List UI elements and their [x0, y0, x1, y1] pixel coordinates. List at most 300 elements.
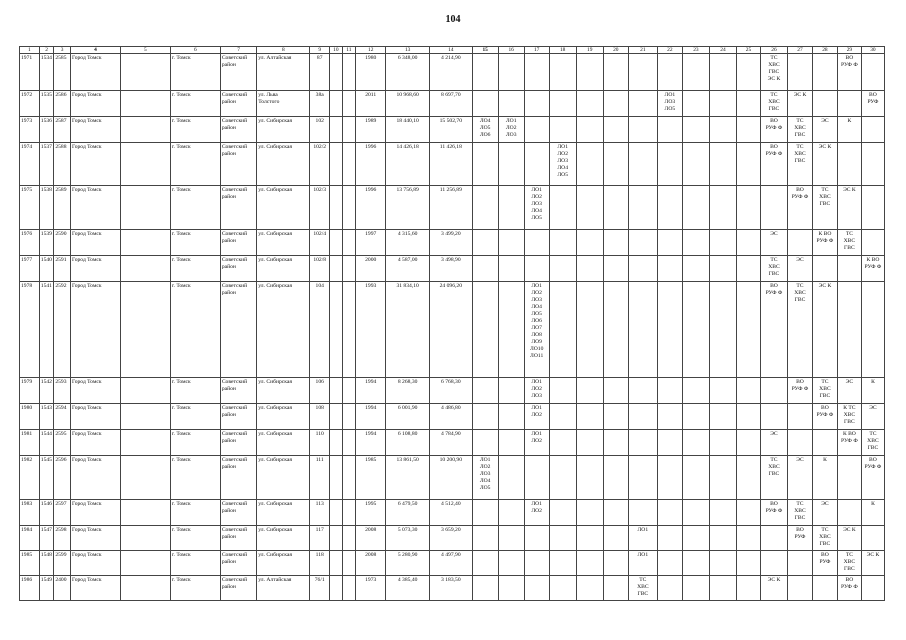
table-cell — [576, 186, 603, 230]
table-cell — [682, 404, 709, 430]
table-cell — [20, 256, 40, 282]
cell-text: ул. Сибирская — [258, 552, 292, 558]
table-cell — [709, 378, 736, 404]
table-cell — [429, 500, 472, 526]
cell-text: Советский район — [221, 501, 248, 514]
cell-text: 2592 — [55, 283, 67, 289]
table-cell — [342, 551, 356, 576]
table-cell — [257, 54, 310, 91]
table-cell — [472, 378, 498, 404]
table-cell — [20, 91, 40, 117]
table-cell — [603, 282, 628, 378]
table-cell — [39, 282, 54, 378]
table-cell — [709, 576, 736, 601]
cell-text: ЭС К — [818, 144, 832, 150]
cell-text: ЭС — [770, 231, 778, 237]
table-cell — [170, 117, 220, 143]
cell-text: Город Томск — [71, 257, 102, 263]
cell-text: 1973 — [365, 577, 377, 583]
table-cell — [170, 526, 220, 551]
table-cell — [760, 117, 787, 143]
table-cell — [736, 186, 760, 230]
table-cell — [70, 456, 120, 500]
table-cell — [837, 456, 861, 500]
table-cell — [549, 282, 576, 378]
table-cell — [170, 256, 220, 282]
table-cell — [549, 54, 576, 91]
table-cell — [498, 186, 524, 230]
table-cell — [120, 526, 170, 551]
table-cell — [386, 91, 430, 117]
table-cell — [257, 143, 310, 186]
cell-text: ЭС — [770, 431, 778, 437]
cell-text: ТС ХВС ГВС — [843, 552, 856, 572]
cell-text: ТС ХВС ГВС — [794, 283, 806, 303]
table-row — [20, 500, 885, 526]
cell-text: Город Томск — [71, 379, 102, 385]
table-cell — [54, 117, 71, 143]
cell-text: ул. Сибирская — [258, 431, 292, 437]
cell-text: ТС ХВС ГВС — [819, 527, 831, 547]
cell-text: 2400 — [55, 577, 67, 583]
table-cell — [220, 500, 256, 526]
table-cell — [310, 54, 330, 91]
cell-text: ЭС К — [818, 283, 832, 289]
table-row — [20, 186, 885, 230]
column-header: 28 — [812, 47, 837, 54]
cell-text: 2008 — [365, 552, 377, 558]
table-cell — [861, 430, 884, 456]
cell-text: 10 968,60 — [396, 92, 419, 98]
column-header: 3 — [54, 47, 71, 54]
cell-text: 2585 — [55, 55, 67, 61]
table-cell — [861, 91, 884, 117]
table-cell — [524, 143, 549, 186]
cell-text: 1975 — [21, 187, 33, 193]
table-cell — [787, 230, 812, 256]
table-cell — [812, 91, 837, 117]
table-cell — [39, 143, 54, 186]
cell-text: ЛО1 — [637, 552, 649, 558]
cell-text: 1994 — [365, 379, 377, 385]
table-cell — [709, 430, 736, 456]
column-header: 19 — [576, 47, 603, 54]
table-cell — [524, 378, 549, 404]
cell-text: ЛО1 ЛО2 — [531, 431, 542, 444]
table-cell — [787, 117, 812, 143]
table-cell — [812, 256, 837, 282]
column-header: 29 — [837, 47, 861, 54]
cell-text: ТС ХВС ГВС — [794, 118, 806, 138]
cell-text: 1989 — [365, 118, 377, 124]
table-cell — [760, 430, 787, 456]
table-cell — [549, 186, 576, 230]
table-cell — [356, 576, 386, 601]
table-row — [20, 430, 885, 456]
cell-text: 2597 — [55, 501, 67, 507]
table-cell — [342, 456, 356, 500]
table-cell — [70, 117, 120, 143]
cell-text: 1541 — [40, 283, 52, 289]
cell-text: 1542 — [40, 379, 52, 385]
cell-text: 106 — [315, 379, 324, 385]
table-cell — [472, 526, 498, 551]
table-cell — [498, 551, 524, 576]
table-cell — [576, 143, 603, 186]
table-cell — [330, 282, 342, 378]
cell-text: 2595 — [55, 431, 67, 437]
table-cell — [576, 256, 603, 282]
table-cell — [760, 526, 787, 551]
table-row — [20, 576, 885, 601]
table-cell — [760, 551, 787, 576]
cell-text: ТС ХВС ГВС ЭС К — [767, 55, 781, 82]
table-cell — [310, 186, 330, 230]
table-cell — [682, 91, 709, 117]
cell-text: ЭС — [821, 118, 829, 124]
cell-text: ул. Сибирская — [258, 231, 292, 237]
cell-text: ул. Алтайская — [258, 577, 292, 583]
table-cell — [736, 500, 760, 526]
column-header: 27 — [787, 47, 812, 54]
table-cell — [342, 54, 356, 91]
table-cell — [736, 256, 760, 282]
cell-text: Город Томск — [71, 187, 102, 193]
header-row — [20, 47, 885, 54]
table-cell — [549, 91, 576, 117]
table-cell — [386, 551, 430, 576]
table-cell — [20, 186, 40, 230]
table-cell — [709, 117, 736, 143]
table-cell — [736, 456, 760, 500]
cell-text: К ВО РУФ Ф — [816, 231, 834, 244]
table-cell — [812, 551, 837, 576]
table-cell — [257, 456, 310, 500]
cell-text: ул. Льва Толстого — [258, 92, 280, 105]
table-cell — [20, 551, 40, 576]
cell-text: ул. Алтайская — [258, 55, 292, 61]
cell-text: 1977 — [21, 257, 33, 263]
table-cell — [429, 256, 472, 282]
table-row — [20, 551, 885, 576]
table-cell — [498, 378, 524, 404]
table-cell — [342, 282, 356, 378]
buildings-table — [19, 46, 885, 601]
cell-text: 1976 — [21, 231, 33, 237]
table-cell — [429, 526, 472, 551]
cell-text: 1996 — [365, 144, 377, 150]
table-cell — [628, 54, 657, 91]
table-cell — [70, 282, 120, 378]
cell-text: 1994 — [365, 431, 377, 437]
table-cell — [429, 186, 472, 230]
table-cell — [220, 54, 256, 91]
table-cell — [576, 378, 603, 404]
table-cell — [356, 143, 386, 186]
table-cell — [576, 456, 603, 500]
table-cell — [709, 54, 736, 91]
table-cell — [709, 230, 736, 256]
column-header: 10 — [330, 47, 342, 54]
column-header: 6 — [170, 47, 220, 54]
table-cell — [70, 378, 120, 404]
table-cell — [549, 456, 576, 500]
cell-text: ТС ХВС ГВС — [819, 379, 831, 399]
table-cell — [39, 186, 54, 230]
table-cell — [330, 576, 342, 601]
table-cell — [603, 186, 628, 230]
cell-text: ЭС К — [793, 92, 807, 98]
table-cell — [342, 378, 356, 404]
table-cell — [709, 526, 736, 551]
cell-text: ул. Сибирская — [258, 118, 292, 124]
table-cell — [310, 456, 330, 500]
table-cell — [386, 54, 430, 91]
table-cell — [682, 576, 709, 601]
table-cell — [812, 526, 837, 551]
cell-text: ул. Сибирская — [258, 501, 292, 507]
cell-text: 1980 — [21, 405, 33, 411]
table-cell — [310, 576, 330, 601]
cell-text: 6 479,50 — [397, 501, 418, 507]
table-cell — [257, 404, 310, 430]
cell-text: ТС ХВС ГВС — [819, 187, 831, 207]
table-cell — [257, 117, 310, 143]
cell-text: 6 768,30 — [441, 379, 461, 385]
table-cell — [736, 91, 760, 117]
table-cell — [682, 117, 709, 143]
cell-text: Советский район — [221, 457, 248, 470]
table-cell — [310, 230, 330, 256]
cell-text: 1545 — [40, 457, 52, 463]
table-cell — [310, 378, 330, 404]
table-cell — [330, 143, 342, 186]
table-cell — [524, 576, 549, 601]
table-row — [20, 378, 885, 404]
table-cell — [330, 551, 342, 576]
table-cell — [70, 54, 120, 91]
table-cell — [54, 430, 71, 456]
table-cell — [356, 256, 386, 282]
cell-text: г. Томск — [171, 431, 191, 437]
table-cell — [837, 143, 861, 186]
page-number: 104 — [445, 14, 461, 25]
table-cell — [257, 230, 310, 256]
table-cell — [356, 404, 386, 430]
cell-text: г. Томск — [171, 379, 191, 385]
cell-text: 2599 — [55, 552, 67, 558]
cell-text: ЛО1 ЛО2 ЛО3 ЛО4 ЛО5 ЛО6 ЛО7 ЛО8 ЛО9 ЛО10 ЛО11 — [529, 283, 544, 359]
table-row — [20, 526, 885, 551]
table-cell — [861, 282, 884, 378]
table-cell — [760, 54, 787, 91]
table-cell — [760, 143, 787, 186]
cell-text: ул. Сибирская — [258, 457, 292, 463]
table-cell — [472, 456, 498, 500]
table-row — [20, 282, 885, 378]
column-header: 24 — [709, 47, 736, 54]
table-cell — [342, 430, 356, 456]
cell-text: ЛО1 ЛО2 — [531, 405, 542, 418]
table-row — [20, 456, 885, 500]
cell-text: 102/8 — [313, 257, 327, 263]
table-cell — [812, 456, 837, 500]
cell-text: ВО РУФ — [794, 527, 806, 540]
table-cell — [787, 54, 812, 91]
table-cell — [549, 143, 576, 186]
table-cell — [257, 186, 310, 230]
table-row — [20, 91, 885, 117]
cell-text: 8 268,30 — [397, 379, 418, 385]
table-cell — [257, 576, 310, 601]
table-cell — [120, 430, 170, 456]
table-cell — [39, 430, 54, 456]
table-cell — [736, 430, 760, 456]
table-cell — [330, 117, 342, 143]
cell-text: 4 385,40 — [397, 577, 418, 583]
table-cell — [39, 576, 54, 601]
table-cell — [54, 230, 71, 256]
table-cell — [54, 500, 71, 526]
table-cell — [812, 230, 837, 256]
table-cell — [386, 526, 430, 551]
table-cell — [657, 143, 682, 186]
cell-text: г. Томск — [171, 501, 191, 507]
table-cell — [682, 143, 709, 186]
table-cell — [257, 282, 310, 378]
table-cell — [220, 430, 256, 456]
cell-text: 1981 — [21, 431, 33, 437]
cell-text: 13 756,89 — [396, 187, 419, 193]
table-cell — [603, 551, 628, 576]
table-cell — [54, 54, 71, 91]
cell-text: ВО РУФ Ф — [791, 187, 809, 200]
cell-text: г. Томск — [171, 118, 191, 124]
cell-text: ЛО1 — [637, 527, 649, 533]
cell-text: ул. Сибирская — [258, 405, 292, 411]
table-cell — [760, 378, 787, 404]
cell-text: ул. Сибирская — [258, 379, 292, 385]
table-cell — [70, 256, 120, 282]
cell-text: 4 486,80 — [441, 405, 461, 411]
column-header: 22 — [657, 47, 682, 54]
table-cell — [603, 500, 628, 526]
table-cell — [603, 143, 628, 186]
table-cell — [524, 282, 549, 378]
cell-text: 1979 — [21, 379, 33, 385]
table-cell — [498, 91, 524, 117]
table-cell — [787, 91, 812, 117]
cell-text: Советский район — [221, 144, 248, 157]
table-cell — [472, 551, 498, 576]
table-cell — [628, 186, 657, 230]
table-cell — [310, 143, 330, 186]
cell-text: ВО РУФ — [867, 92, 879, 105]
cell-text: Город Томск — [71, 577, 102, 583]
cell-text: 1537 — [40, 144, 52, 150]
table-cell — [472, 404, 498, 430]
table-cell — [603, 378, 628, 404]
table-cell — [386, 378, 430, 404]
table-cell — [472, 143, 498, 186]
table-cell — [812, 117, 837, 143]
table-cell — [356, 500, 386, 526]
column-header: 11 — [342, 47, 356, 54]
cell-text: 1534 — [40, 55, 52, 61]
cell-text: 3 183,50 — [441, 577, 461, 583]
cell-text: Город Томск — [71, 457, 102, 463]
cell-text: ЛО1 ЛО2 ЛО3 ЛО4 ЛО5 — [531, 187, 542, 221]
table-cell — [603, 117, 628, 143]
table-cell — [429, 117, 472, 143]
table-cell — [386, 256, 430, 282]
table-cell — [657, 404, 682, 430]
table-cell — [257, 430, 310, 456]
table-cell — [257, 91, 310, 117]
table-cell — [760, 282, 787, 378]
cell-text: Город Томск — [71, 501, 102, 507]
table-cell — [837, 282, 861, 378]
table-cell — [760, 576, 787, 601]
cell-text: 2598 — [55, 527, 67, 533]
table-cell — [861, 54, 884, 91]
table-cell — [20, 526, 40, 551]
table-cell — [54, 378, 71, 404]
table-cell — [524, 456, 549, 500]
column-header: 30 — [861, 47, 884, 54]
cell-text: 1539 — [40, 231, 52, 237]
table-cell — [39, 378, 54, 404]
table-cell — [54, 551, 71, 576]
table-cell — [549, 230, 576, 256]
table-cell — [310, 551, 330, 576]
cell-text: г. Томск — [171, 552, 191, 558]
cell-text: ЛО1 ЛО2 ЛО3 — [531, 379, 542, 399]
table-cell — [257, 526, 310, 551]
table-cell — [524, 404, 549, 430]
column-header: 13 — [386, 47, 430, 54]
table-cell — [549, 526, 576, 551]
cell-text: 1996 — [365, 187, 377, 193]
cell-text: ВО РУФ Ф — [864, 457, 882, 470]
cell-text: ЭС К — [866, 552, 880, 558]
table-cell — [657, 54, 682, 91]
table-cell — [861, 256, 884, 282]
cell-text: 2590 — [55, 231, 67, 237]
cell-text: 110 — [315, 431, 324, 437]
cell-text: 1973 — [21, 118, 33, 124]
cell-text: 3 659,20 — [441, 527, 461, 533]
table-cell — [54, 91, 71, 117]
table-cell — [628, 430, 657, 456]
table-cell — [330, 378, 342, 404]
table-cell — [603, 91, 628, 117]
cell-text: К — [823, 457, 827, 463]
table-cell — [709, 282, 736, 378]
table-cell — [682, 551, 709, 576]
table-cell — [524, 230, 549, 256]
table-cell — [330, 186, 342, 230]
table-cell — [837, 378, 861, 404]
table-cell — [576, 576, 603, 601]
table-cell — [498, 117, 524, 143]
table-cell — [524, 526, 549, 551]
table-cell — [812, 143, 837, 186]
table-cell — [682, 526, 709, 551]
table-cell — [120, 282, 170, 378]
table-cell — [657, 378, 682, 404]
cell-text: г. Томск — [171, 283, 191, 289]
